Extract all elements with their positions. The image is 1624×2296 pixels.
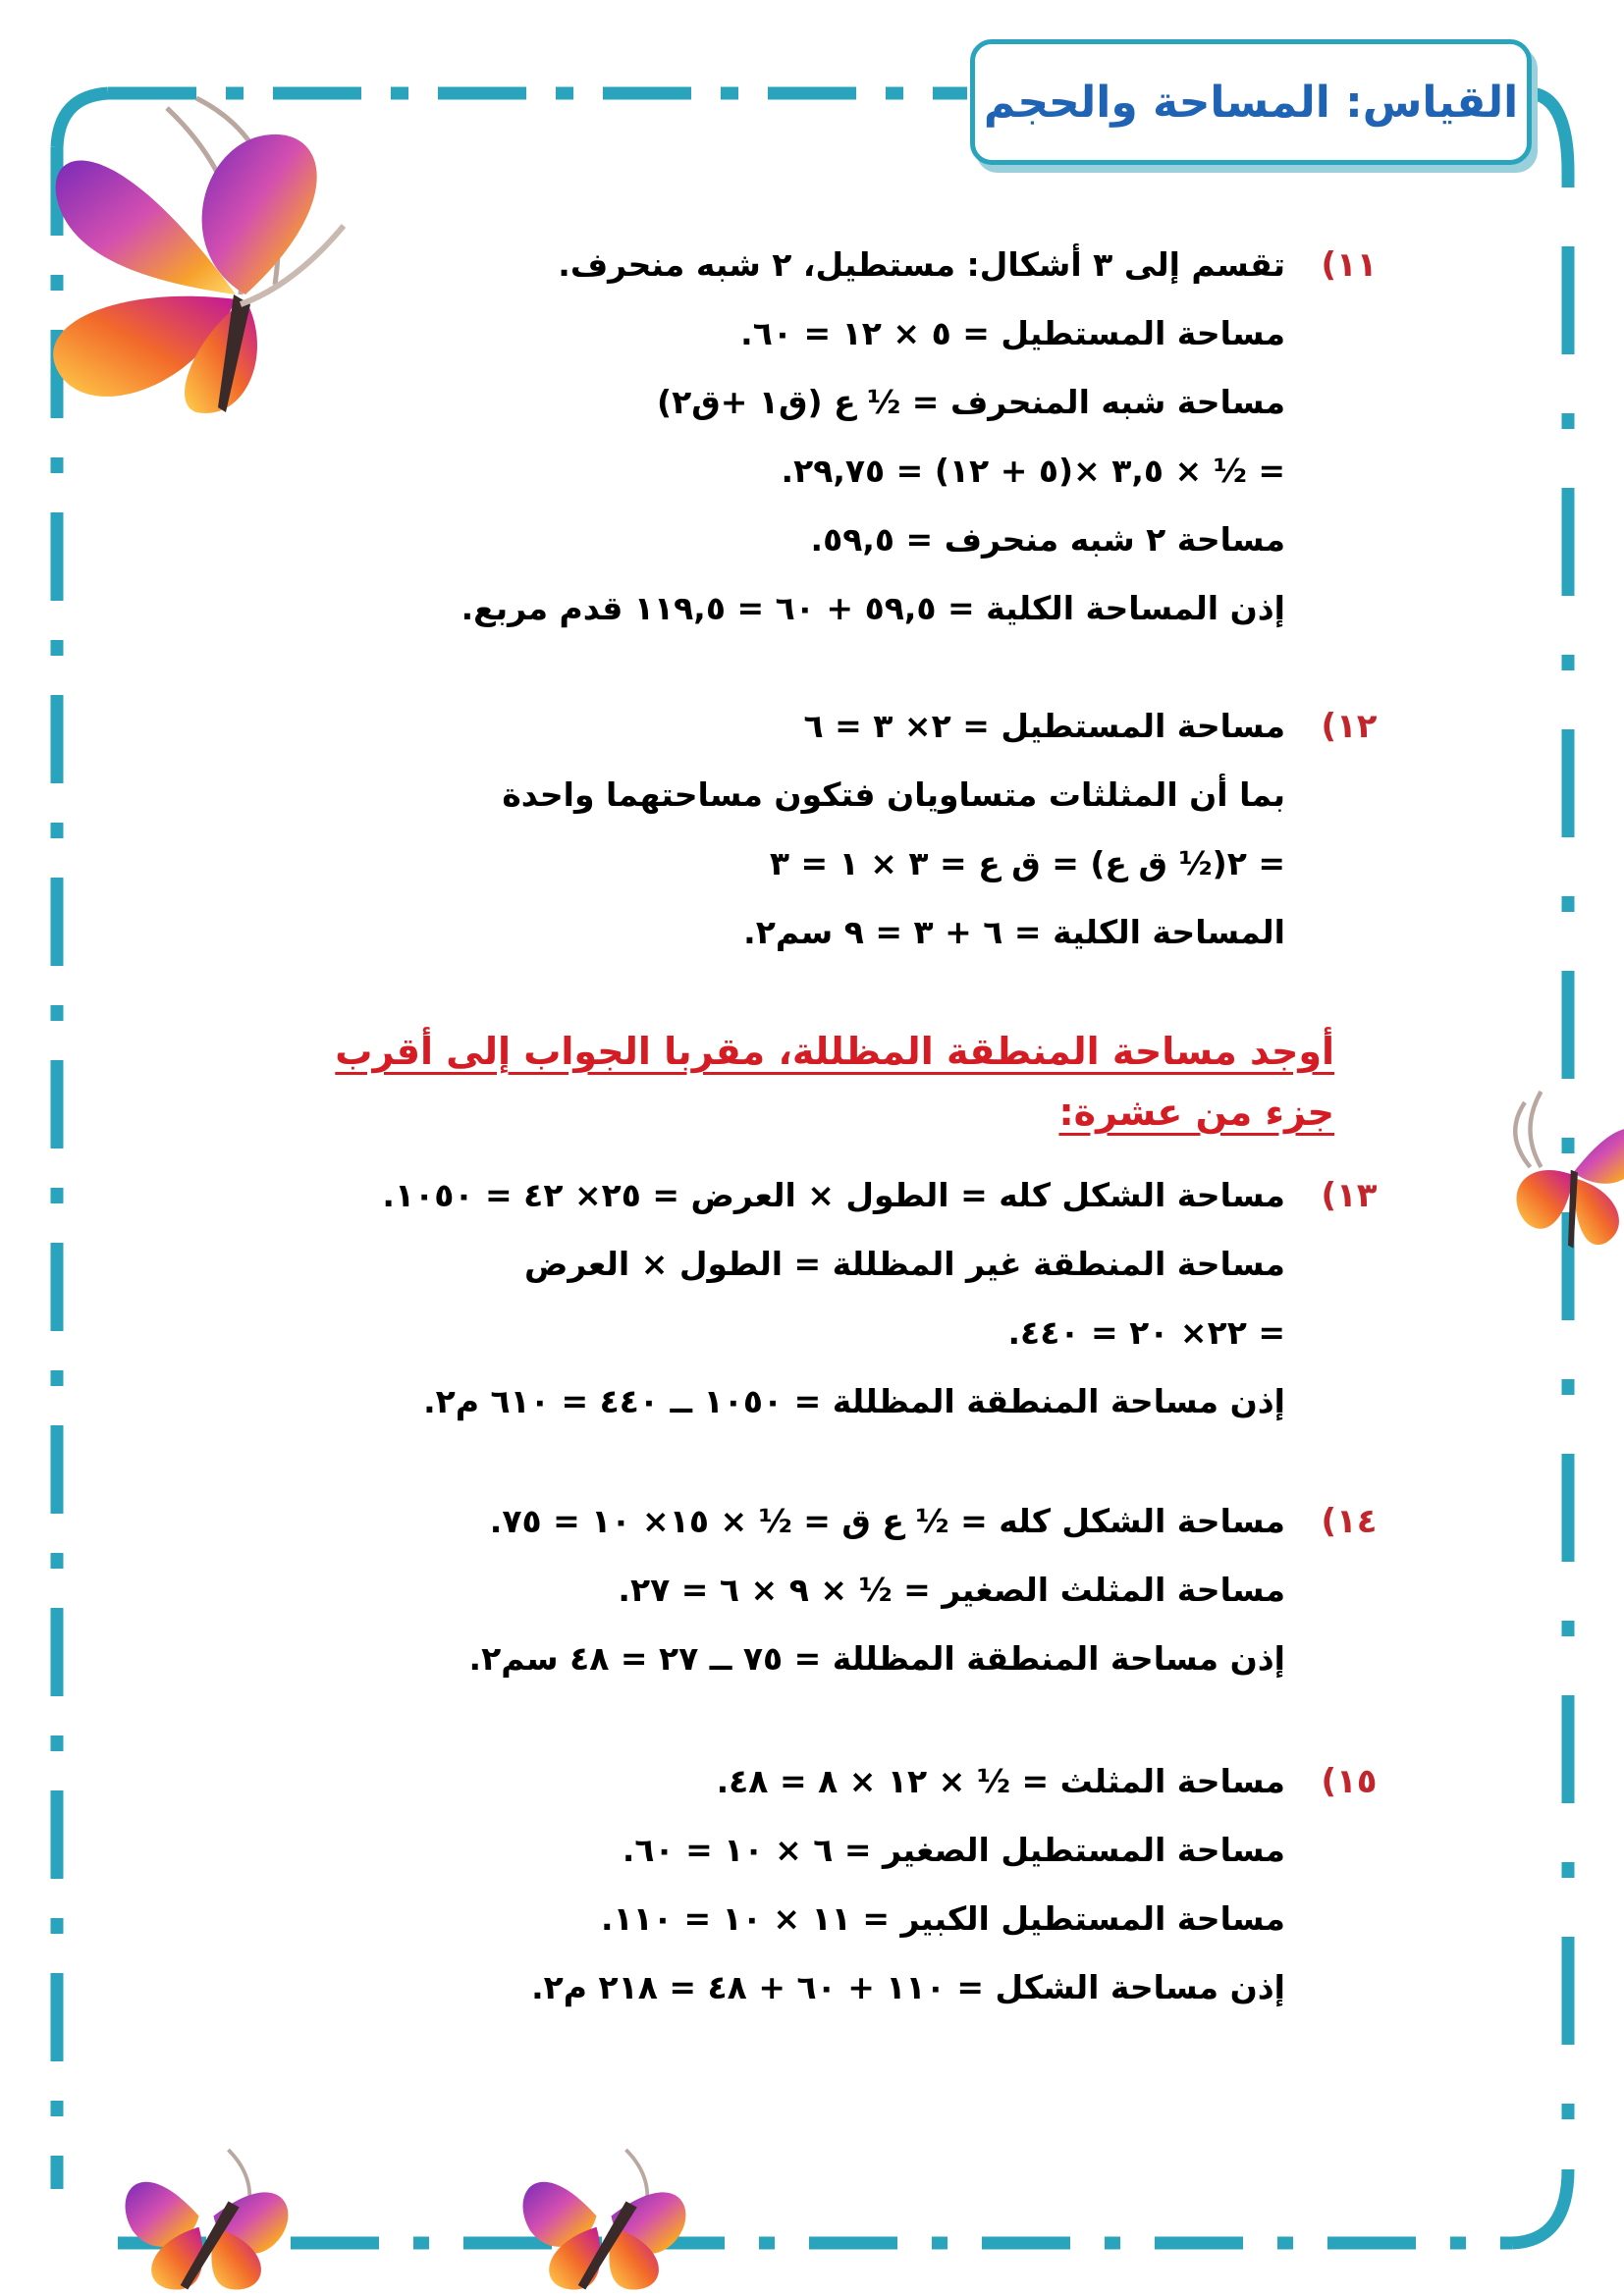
page-title-box <box>970 39 1532 165</box>
problem-line: مساحة المستطيل = ٥ × ١٢ = ٦٠. <box>740 314 1285 352</box>
problem-line: مساحة المثلث = ½ × ١٢ × ٨ = ٤٨. <box>716 1762 1285 1800</box>
problem-line: مساحة المستطيل الصغير = ٦ × ١٠ = ٦٠. <box>622 1831 1285 1869</box>
problem-line: إذن مساحة المنطقة المظللة = ٧٥ ــ ٢٧ = ٤٨ سم٢. <box>468 1639 1285 1678</box>
problem-line: مساحة الشكل كله = الطول × العرض = ٢٥× ٤٢ = ١٠٥٠. <box>382 1176 1285 1214</box>
problem-number: ١٥) <box>1321 1762 1378 1801</box>
problem-line: مساحة المستطيل = ٢× ٣ = ٦ <box>803 707 1285 745</box>
page-title: القياس: المساحة والحجم <box>983 77 1519 128</box>
problem-line: إذن مساحة الشكل = ١١٠ + ٦٠ + ٤٨ = ٢١٨ م٢. <box>531 1968 1285 2006</box>
problem-line: = ٢٢× ٢٠ = ٤٤٠. <box>1007 1313 1285 1352</box>
problem-line: تقسم إلى ٣ أشكال: مستطيل، ٢ شبه منحرف. <box>558 245 1285 284</box>
butterfly-bottom-center-icon <box>523 2150 686 2290</box>
problem-11 <box>264 231 1378 643</box>
butterfly-right-icon <box>1515 1092 1624 1249</box>
problem-line: = ٢(½ ق ع) = ق ع = ٣ × ١ = ٣ <box>769 844 1285 882</box>
problem-number: ١١) <box>1321 245 1378 285</box>
section-heading: أوجد مساحة المنطقة المظللة، مقربا الجواب إلى أقرب جزء من عشرة: <box>335 1030 1334 1134</box>
problem-12 <box>264 692 1378 967</box>
problem-13 <box>264 1161 1378 1436</box>
problem-line: مساحة ٢ شبه منحرف = ٥٩,٥. <box>810 520 1285 559</box>
problem-line: مساحة الشكل كله = ½ ع ق = ½ × ١٥× ١٠ = ٧٥. <box>489 1502 1285 1540</box>
problem-15 <box>264 1747 1378 2022</box>
problem-line: مساحة المنطقة غير المظللة = الطول × العرض <box>523 1245 1285 1283</box>
problem-line: إذن مساحة المنطقة المظللة = ١٠٥٠ ــ ٤٤٠ = ٦١٠ م٢. <box>423 1382 1285 1420</box>
butterfly-bottom-left-icon <box>126 2150 289 2290</box>
problem-line: المساحة الكلية = ٦ + ٣ = ٩ سم٢. <box>743 913 1285 951</box>
problem-line: = ½ × ٣,٥ ×(٥ + ١٢) = ٢٩,٧٥. <box>781 452 1285 490</box>
problem-number: ١٤) <box>1321 1502 1378 1541</box>
problem-line: مساحة شبه المنحرف = ½ ع (ق١ +ق٢) <box>656 383 1285 421</box>
problem-line: إذن المساحة الكلية = ٥٩,٥ + ٦٠ = ١١٩,٥ قدم مربع. <box>460 589 1285 627</box>
problem-line: بما أن المثلثات متساويان فتكون مساحتهما واحدة <box>502 775 1285 814</box>
problem-14 <box>264 1487 1378 1693</box>
problem-line: مساحة المستطيل الكبير = ١١ × ١٠ = ١١٠. <box>601 1899 1285 1938</box>
problem-number: ١٣) <box>1321 1176 1378 1215</box>
problem-number: ١٢) <box>1321 707 1378 746</box>
problem-line: مساحة المثلث الصغير = ½ × ٩ × ٦ = ٢٧. <box>618 1571 1285 1609</box>
